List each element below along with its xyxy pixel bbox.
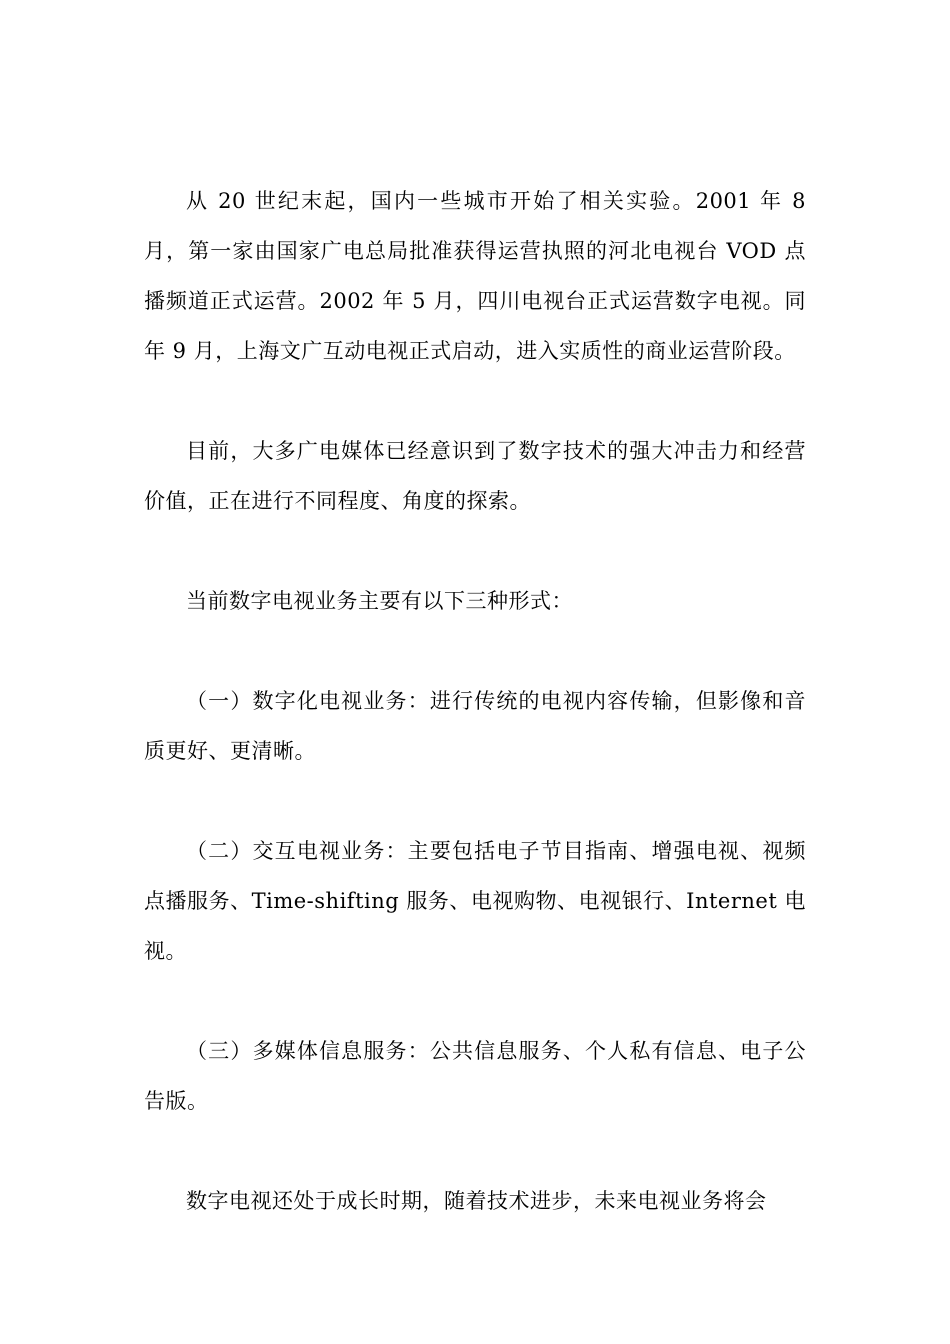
paragraph-multimedia-info-service: （三）多媒体信息服务：公共信息服务、个人私有信息、电子公告版。 — [144, 1039, 806, 1113]
document-body — [144, 176, 806, 1276]
paragraph-interactive-tv-service: （二）交互电视业务：主要包括电子节目指南、增强电视、视频点播服务、Time-shifting 服务、电视购物、电视银行、Internet 电视。 — [144, 839, 806, 963]
paragraph-current-status: 目前，大多广电媒体已经意识到了数字技术的强大冲击力和经营价值，正在进行不同程度、角度的探索。 — [144, 439, 806, 513]
paragraph-digital-tv-service: （一）数字化电视业务：进行传统的电视内容传输，但影像和音质更好、更清晰。 — [144, 689, 806, 763]
paragraph-future-outlook: 数字电视还处于成长时期，随着技术进步，未来电视业务将会 — [186, 1189, 767, 1213]
paragraph-service-forms-intro: 当前数字电视业务主要有以下三种形式： — [186, 589, 573, 613]
paragraph-history: 从 20 世纪末起，国内一些城市开始了相关实验。2001 年 8 月，第一家由国家广电总局批准获得运营执照的河北电视台 VOD 点播频道正式运营。2002 年 5 月，四川电视台正式运营数字电视。同年 9 月，上海文广互动电视正式启动，进入实质性的商业运营阶段。 — [144, 189, 806, 363]
